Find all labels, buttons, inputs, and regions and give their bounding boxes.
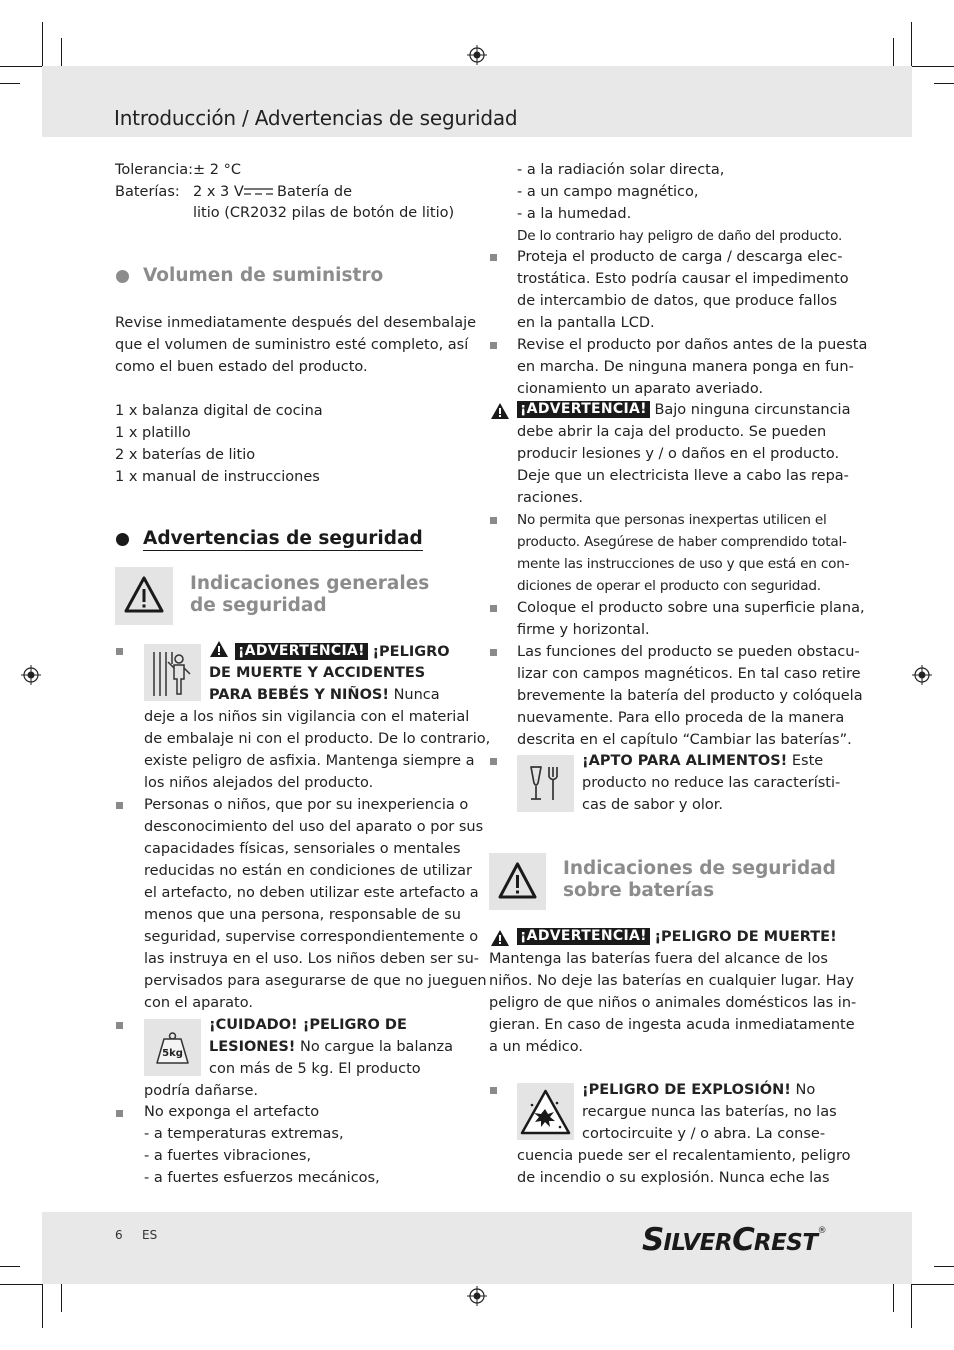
text-line: con el aparato. [144, 995, 253, 1011]
registration-mark-icon [467, 45, 487, 65]
text-line: niños. No deje las baterías en cualquier lugar. Hay [489, 973, 855, 989]
crop-mark [912, 66, 954, 67]
list-bullet [490, 254, 497, 261]
warning-line [517, 926, 837, 948]
text-line: el artefacto, no deben utilizar este artefacto a [144, 885, 479, 901]
spec-tolerance-label: Tolerancia: [115, 162, 194, 178]
registration-mark-icon [21, 665, 41, 685]
text-line: - a la radiación solar directa, [517, 162, 725, 178]
crop-mark [893, 38, 894, 66]
child-icon-box [144, 644, 201, 701]
weight-icon [144, 1019, 201, 1076]
brand-letters: ILVER [663, 1230, 733, 1256]
warning-triangle-icon [209, 640, 229, 658]
explosion-text: No [790, 1082, 816, 1098]
text-line: 1 x platillo [115, 425, 191, 441]
list-bullet [490, 605, 497, 612]
warning-line [209, 640, 450, 663]
explosion-text: de incendio o su explosión. Nunca eche las [517, 1170, 830, 1186]
crop-mark [893, 1284, 894, 1312]
text-line: firme y horizontal. [517, 622, 650, 638]
text-line: gieran. En caso de ingesta acuda inmediatamente [489, 1017, 855, 1033]
list-bullet [116, 1110, 123, 1117]
crop-mark [42, 22, 43, 66]
weight-label: 5kg [162, 1048, 183, 1059]
text-line: Deje que un electricista lleve a cabo las repa- [517, 468, 849, 484]
text-line: Mantenga las baterías fuera del alcance de los [489, 951, 828, 967]
text-line: trostática. Esto podría causar el impedimento [517, 271, 849, 287]
text-line: No permita que personas inexpertas utilicen el [517, 512, 827, 528]
language-code: ES [142, 1228, 158, 1242]
text-line: No exponga el artefacto [144, 1104, 320, 1120]
brand-letter: S [642, 1222, 664, 1258]
text-line: - a fuertes vibraciones, [144, 1148, 312, 1164]
warning-badge: ¡ADVERTENCIA! [517, 928, 650, 945]
crop-mark [42, 1284, 43, 1328]
text-line: de intercambio de datos, que produce fallos [517, 293, 838, 309]
page-header [42, 66, 912, 137]
text-line: cionamiento un aparato averiado. [517, 381, 764, 397]
text-line: Proteja el producto de carga / descarga elec- [517, 249, 843, 265]
text-line: 1 x manual de instrucciones [115, 469, 320, 485]
text-line: que el volumen de suministro esté completo, así [115, 337, 469, 353]
list-bullet [116, 802, 123, 809]
warning-icon-box [489, 853, 546, 910]
brand-logo [642, 1222, 827, 1258]
text-line: mente las instrucciones de uso y que está en con- [517, 556, 850, 572]
food-safe-text: Este [787, 753, 824, 769]
explosion-title: ¡PELIGRO DE EXPLOSIÓN! [582, 1082, 791, 1098]
text-line: Coloque el producto sobre una superficie plana, [517, 600, 865, 616]
spec-tolerance-value: ± 2 °C [193, 162, 241, 178]
food-icon-box [517, 755, 574, 812]
text-line: a un médico. [489, 1039, 583, 1055]
text-line: brevemente la batería del producto y colóquela [517, 688, 863, 704]
food-safe-text: cas de sabor y olor. [582, 797, 724, 813]
dc-symbol-icon [244, 187, 273, 196]
warning-title: DE MUERTE Y ACCIDENTES [209, 665, 426, 681]
explosion-icon-box [517, 1083, 574, 1140]
text-line: en marcha. De ninguna manera ponga en fun- [517, 359, 854, 375]
warning-title: ¡PELIGRO [372, 644, 450, 660]
text-line: - a temperaturas extremas, [144, 1126, 344, 1142]
text-line: debe abrir la caja del producto. Se pueden [517, 424, 827, 440]
text-line: las instruya en el uso. Los niños deben ser su- [144, 951, 479, 967]
weight-icon-box [144, 1019, 201, 1076]
section-heading-safety: Advertencias de seguridad [143, 528, 423, 549]
food-safe-text: producto no reduce las característi- [582, 775, 841, 791]
spec-batteries-type: Batería de [277, 184, 353, 200]
list-bullet [490, 517, 497, 524]
caution-title: ¡CUIDADO! ¡PELIGRO DE [209, 1017, 407, 1033]
text-line: existe peligro de asfixia. Mantenga siempre a [144, 753, 475, 769]
food-safe-title: ¡APTO PARA ALIMENTOS! [582, 753, 788, 769]
list-bullet [490, 758, 497, 765]
list-bullet [116, 1022, 123, 1029]
text-line: en la pantalla LCD. [517, 315, 655, 331]
general-safety-heading: de seguridad [190, 595, 327, 616]
text-line: los niños alejados del producto. [144, 775, 374, 791]
text-line: - a un campo magnético, [517, 184, 699, 200]
brand-letter: C [732, 1222, 754, 1258]
section-heading-supply: Volumen de suministro [143, 265, 384, 286]
crop-mark [911, 1284, 912, 1328]
battery-safety-heading: Indicaciones de seguridad [563, 858, 836, 879]
text-line: producto. Asegúrese de haber comprendido total- [517, 534, 847, 550]
section-bullet-icon [116, 533, 129, 546]
explosion-text: cortocircuite y / o abra. La conse- [582, 1126, 826, 1142]
text-line: desconocimiento del uso del aparato o por sus [144, 819, 484, 835]
warning-icon-box [115, 567, 173, 625]
crop-mark [911, 22, 912, 66]
caution-text: No cargue la balanza [295, 1039, 454, 1055]
text-line: Las funciones del producto se pueden obstacu- [517, 644, 860, 660]
page-number: 6 [115, 1228, 123, 1242]
crop-mark [934, 1266, 954, 1267]
list-bullet [116, 648, 123, 655]
food-safe-line [582, 750, 823, 772]
registered-mark: ® [817, 1226, 827, 1236]
crop-mark [912, 1284, 954, 1285]
caution-line [209, 1036, 453, 1058]
general-safety-heading: Indicaciones generales [190, 573, 430, 594]
registration-mark-icon [912, 665, 932, 685]
crop-mark [0, 66, 42, 67]
text-line: diciones de operar el producto con seguridad. [517, 578, 821, 594]
text-line: nuevamente. Para ello proceda de la manera [517, 710, 845, 726]
text-line: lizar con campos magnéticos. En tal caso retire [517, 666, 861, 682]
spec-batteries-label: Baterías: [115, 184, 180, 200]
text-line: de embalaje ni con el producto. De lo contrario, [144, 731, 491, 747]
text-line: 2 x baterías de litio [115, 447, 256, 463]
text-line: menos que una persona, responsable de su [144, 907, 461, 923]
crop-mark [934, 83, 954, 84]
warning-triangle-icon [489, 853, 546, 910]
text-line: - a fuertes esfuerzos mecánicos, [144, 1170, 380, 1186]
crop-mark [61, 38, 62, 66]
text-line: raciones. [517, 490, 583, 506]
crop-mark [0, 83, 20, 84]
warning-title-text: PARA BEBÉS Y NIÑOS! [209, 687, 389, 703]
text-line: peligro de que niños o animales domésticos las in- [489, 995, 857, 1011]
text-line: De lo contrario hay peligro de daño del producto. [517, 228, 843, 244]
text-line: reducidas no están en condiciones de utilizar [144, 863, 473, 879]
text-line: seguridad, supervise correspondientemente o [144, 929, 479, 945]
text-line: Revise el producto por daños antes de la puesta [517, 337, 868, 353]
list-bullet [490, 1087, 497, 1094]
explosion-line [582, 1079, 815, 1101]
warning-badge: ¡ADVERTENCIA! [235, 643, 368, 660]
page-title: Introducción / Advertencias de seguridad [114, 106, 518, 130]
spec-batteries-detail: litio (CR2032 pilas de botón de litio) [193, 205, 455, 221]
text-line: producir lesiones y / o daños en el producto. [517, 446, 840, 462]
text-line: como el buen estado del producto. [115, 359, 368, 375]
text-line: 1 x balanza digital de cocina [115, 403, 323, 419]
warning-title: ¡PELIGRO DE MUERTE! [654, 929, 837, 945]
text-line: deje a los niños sin vigilancia con el material [144, 709, 470, 725]
warning-line [517, 399, 850, 421]
warning-badge: ¡ADVERTENCIA! [517, 401, 650, 418]
text-line: - a la humedad. [517, 206, 632, 222]
caution-title-text: LESIONES! [209, 1039, 296, 1055]
text-line: capacidades físicas, sensoriales o mentales [144, 841, 461, 857]
crop-mark [61, 1284, 62, 1312]
brand-letters: REST [753, 1230, 818, 1256]
explosion-text: recargue nunca las baterías, no las [582, 1104, 837, 1120]
text-line: Personas o niños, que por su inexperiencia o [144, 797, 469, 813]
warning-triangle-icon [490, 929, 510, 947]
warning-triangle-icon [490, 402, 510, 420]
warning-text: Nunca [388, 687, 440, 703]
text-line: descrita en el capítulo “Cambiar las baterías”. [517, 732, 852, 748]
warning-triangle-icon [115, 567, 173, 625]
child-warning-icon [144, 644, 201, 701]
crop-mark [0, 1284, 42, 1285]
caution-text: con más de 5 kg. El producto [209, 1061, 421, 1077]
registration-mark-icon [467, 1286, 487, 1306]
warning-title [209, 684, 440, 706]
list-bullet [490, 342, 497, 349]
battery-safety-heading: sobre baterías [563, 880, 715, 901]
list-bullet [490, 649, 497, 656]
crop-mark [0, 1266, 20, 1267]
spec-batteries-value: 2 x 3 V [193, 184, 244, 200]
section-bullet-icon [116, 270, 129, 283]
food-safe-icon [517, 755, 574, 812]
caution-text: podría dañarse. [144, 1083, 258, 1099]
text-line: pervisados para asegurarse de que no jueguen [144, 973, 487, 989]
explosion-icon [517, 1083, 574, 1140]
explosion-text: cuencia puede ser el recalentamiento, peligro [517, 1148, 851, 1164]
warning-text: Bajo ninguna circunstancia [654, 402, 851, 418]
text-line: Revise inmediatamente después del desembalaje [115, 315, 477, 331]
page-footer [42, 1212, 912, 1284]
